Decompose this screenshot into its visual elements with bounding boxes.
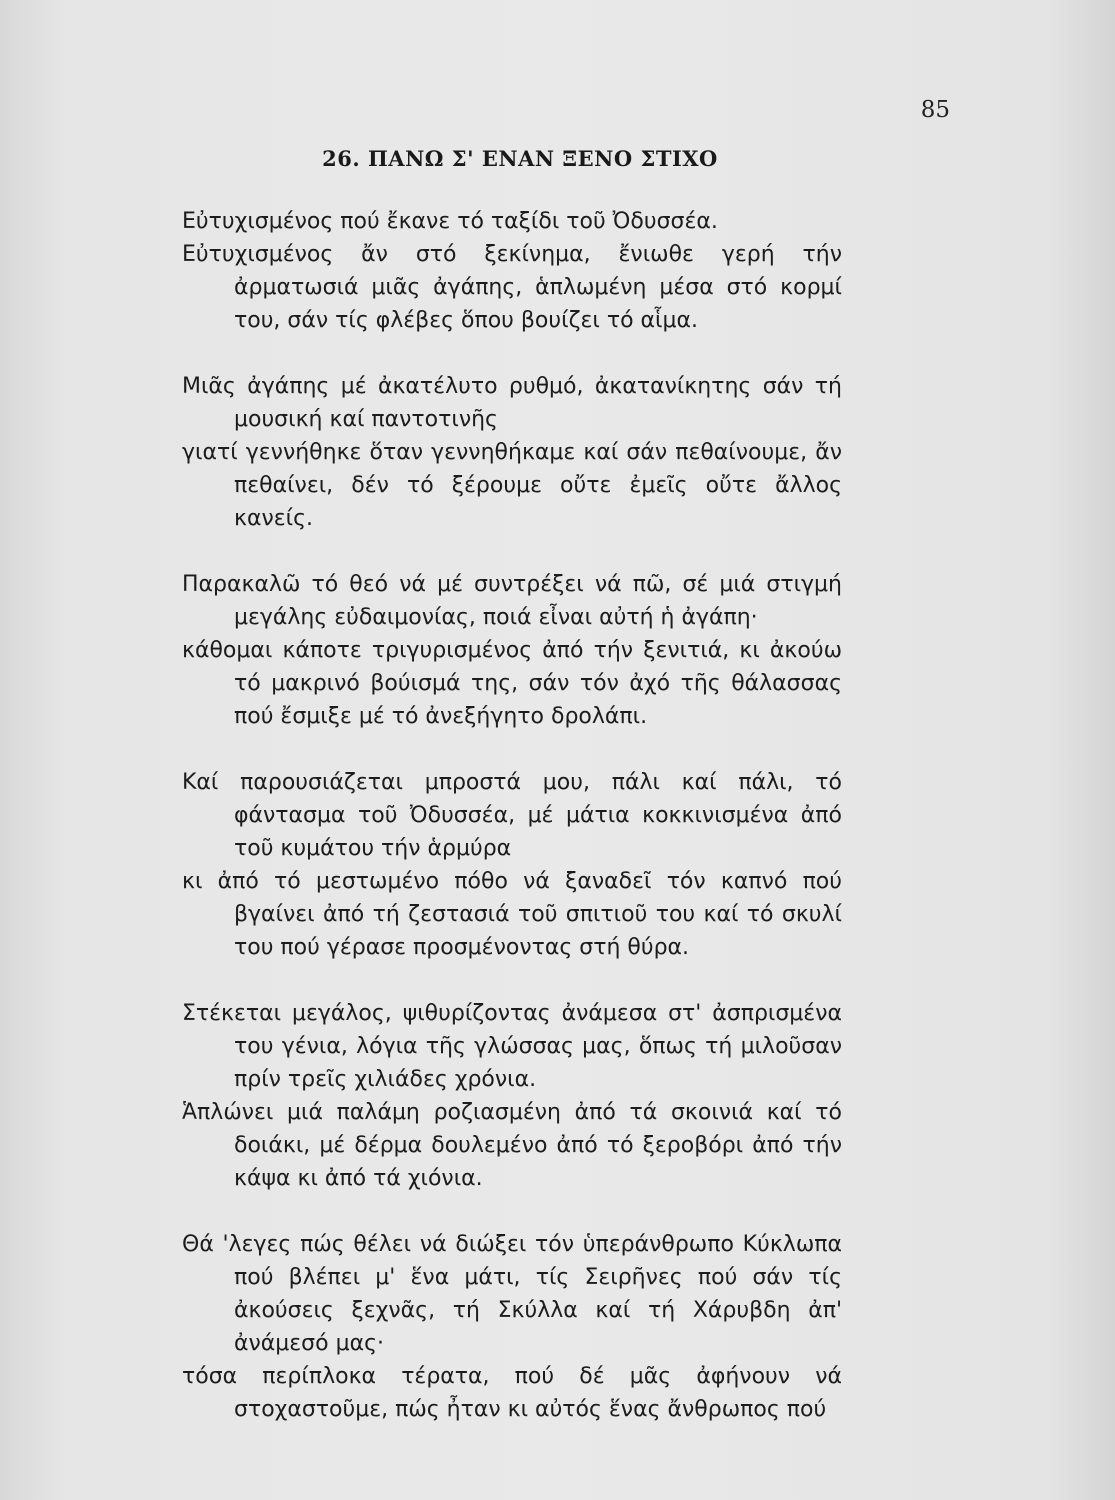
stanza-4 <box>182 766 842 964</box>
verse-line: Παρακαλῶ τό θεό νά μέ συντρέξει νά πῶ, σέ μιά στιγμή μεγάλης εὐδαιμονίας, ποιά εἶναι αὐτή ἡ ἀγάπη· <box>182 572 842 630</box>
verse-line: Εὐτυχισμένος πού ἔκανε τό ταξίδι τοῦ Ὀδυσσέα. <box>182 209 718 234</box>
verse-line: γιατί γεννήθηκε ὅταν γεννηθήκαμε καί σάν πεθαίνουμε, ἄν πεθαίνει, δέν τό ξέρουμε οὔτε ἐμεῖς οὔτε ἄλλος κανείς. <box>182 440 842 531</box>
verse-line: κάθομαι κάποτε τριγυρισμένος ἀπό τήν ξενιτιά, κι ἀκούω τό μακρινό βούισμά της, σάν τόν ἀχό τῆς θάλασσας πού ἔσμιξε μέ τό ἀνεξήγητο δρολάπι. <box>182 638 842 729</box>
verse-line: Μιᾶς ἀγάπης μέ ἀκατέλυτο ρυθμό, ἀκατανίκητης σάν τή μουσική καί παντοτινῆς <box>182 374 842 432</box>
verse-line: Εὐτυχισμένος ἄν στό ξεκίνημα, ἔνιωθε γερή τήν ἀρματωσιά μιᾶς ἀγάπης, ἁπλωμένη μέσα στό κορμί του, σάν τίς φλέβες ὅπου βουίζει τό αἷμα. <box>182 242 842 333</box>
verse-line: κι ἀπό τό μεστωμένο πόθο νά ξαναδεῖ τόν καπνό πού βγαίνει ἀπό τή ζεστασιά τοῦ σπιτιοῦ του καί τό σκυλί του πού γέρασε προσμένοντας στή θύρα. <box>182 869 842 960</box>
poem-body <box>182 205 842 1459</box>
stanza-3 <box>182 568 842 733</box>
stanza-5 <box>182 997 842 1195</box>
verse-line: Στέκεται μεγάλος, ψιθυρίζοντας ἀνάμεσα στ' ἀσπρισμένα του γένια, λόγια τῆς γλώσσας μας, ὅπως τή μιλοῦσαν πρίν τρεῖς χιλιάδες χρόνια. <box>182 1001 842 1092</box>
stanza-2 <box>182 370 842 535</box>
stanza-6 <box>182 1228 842 1426</box>
verse-line: Καί παρουσιάζεται μπροστά μου, πάλι καί πάλι, τό φάντασμα τοῦ Ὀδυσσέα, μέ μάτια κοκκινισμένα ἀπό τοῦ κυμάτου τήν ἁρμύρα <box>182 770 842 861</box>
verse-line: τόσα περίπλοκα τέρατα, πού δέ μᾶς ἀφήνουν νά στοχαστοῦμε, πώς ἦταν κι αὐτός ἕνας ἄνθρωπος πού <box>182 1364 842 1422</box>
verse-line: Θά 'λεγες πώς θέλει νά διώξει τόν ὑπεράνθρωπο Κύκλωπα πού βλέπει μ' ἕνα μάτι, τίς Σειρῆνες πού σάν τίς ἀκούσεις ξεχνᾶς, τή Σκύλλα καί τή Χάρυβδη ἀπ' ἀνάμεσό μας· <box>182 1232 842 1356</box>
verse-line: Ἁπλώνει μιά παλάμη ροζιασμένη ἀπό τά σκοινιά καί τό δοιάκι, μέ δέρμα δουλεμένο ἀπό τό ξεροβόρι ἀπό τήν κάψα κι ἀπό τά χιόνια. <box>182 1100 842 1191</box>
poem-title: 26. ΠΑΝΩ Σ' ΕΝΑΝ ΞΕΝΟ ΣΤΙΧΟ <box>322 146 718 171</box>
page-number: 85 <box>920 97 950 123</box>
stanza-1 <box>182 205 842 337</box>
